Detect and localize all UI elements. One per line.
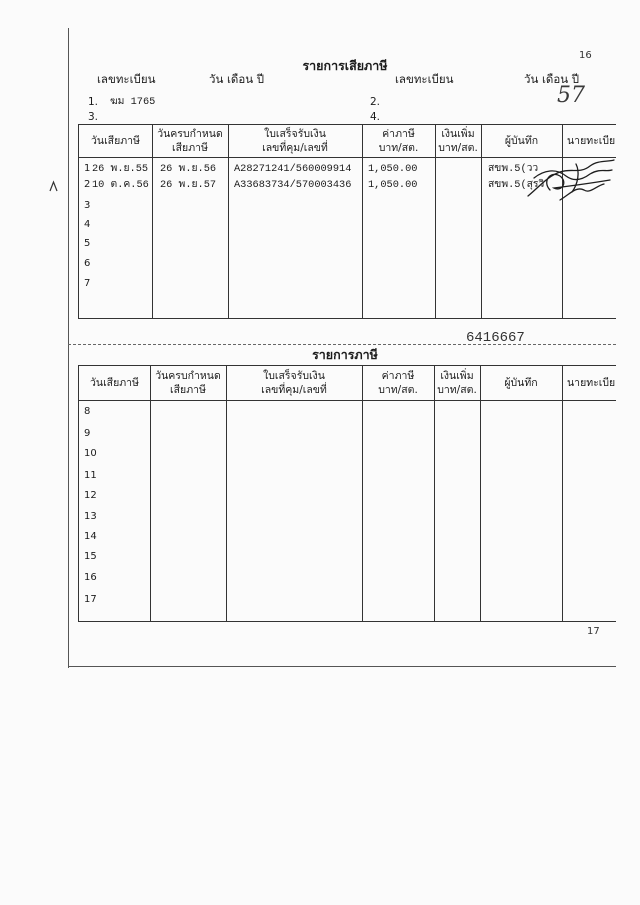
section-title-tax: รายการภาษี bbox=[312, 347, 378, 362]
header-line: วันเสียภาษี bbox=[91, 134, 140, 147]
row-number: 11 bbox=[84, 470, 97, 481]
header-line: ผู้บันทึก bbox=[504, 376, 538, 389]
registration-item-number: 1. bbox=[88, 96, 99, 108]
header-line: วันครบกำหนด bbox=[157, 127, 223, 140]
table-row bbox=[79, 427, 616, 441]
table-row bbox=[79, 447, 616, 461]
header-line: ใบเสร็จรับเงิน bbox=[263, 369, 325, 382]
due-date: 26 พ.ย.56 bbox=[160, 163, 217, 175]
row-number: 1 bbox=[84, 163, 91, 174]
receipt-number: A33683734/570003436 bbox=[234, 179, 352, 191]
row-number: 4 bbox=[84, 219, 91, 230]
header-line: เลขที่คุม/เลขที่ bbox=[262, 142, 328, 154]
header-line: เงินเพิ่ม bbox=[441, 127, 475, 140]
header-tax-amount bbox=[362, 366, 434, 400]
row-number: 9 bbox=[84, 428, 91, 439]
header-line: ผู้บันทึก bbox=[504, 134, 539, 147]
table-row bbox=[79, 510, 616, 524]
cut-off-number bbox=[466, 329, 550, 341]
tax-table bbox=[78, 365, 616, 622]
header-line: เสียภาษี bbox=[172, 142, 208, 154]
row-number: 17 bbox=[84, 594, 97, 605]
row-number: 16 bbox=[84, 572, 97, 583]
receipt-number: A28271241/560009914 bbox=[234, 163, 352, 175]
cut-off-number-text: 6416667 bbox=[466, 330, 525, 341]
table-row bbox=[79, 405, 616, 419]
header-receipt bbox=[226, 366, 362, 400]
header-divider bbox=[79, 400, 616, 401]
row-number: 12 bbox=[84, 490, 97, 501]
header-due-date bbox=[150, 366, 226, 400]
table-row bbox=[79, 237, 616, 251]
header-registrar bbox=[562, 366, 616, 400]
table-row bbox=[79, 593, 616, 607]
row-number: 10 bbox=[84, 448, 97, 459]
header-line: วันเสียภาษี bbox=[90, 376, 139, 389]
header-paid-date bbox=[79, 125, 152, 157]
table-row bbox=[79, 469, 616, 483]
margin-mark bbox=[49, 180, 59, 192]
header-line: นายทะเบีย bbox=[567, 376, 616, 389]
row-number: 5 bbox=[84, 238, 91, 249]
row-number: 14 bbox=[84, 531, 97, 542]
header-registrar bbox=[562, 125, 616, 157]
handwritten-note: 57 bbox=[557, 83, 585, 108]
paid-date: 10 ต.ค.56 bbox=[92, 179, 149, 191]
registration-plate-value: ฆม 1765 bbox=[110, 96, 156, 108]
registration-date-label-right: วัน เดือน ปี bbox=[524, 72, 580, 86]
recorder: สขพ.5(วว bbox=[488, 163, 539, 175]
paid-date: 26 พ.ย.55 bbox=[92, 163, 149, 175]
section-title-tax-paid: รายการเสียภาษี bbox=[302, 58, 388, 73]
table-row bbox=[79, 550, 616, 564]
header-due-date bbox=[152, 125, 228, 157]
header-recorder bbox=[480, 366, 562, 400]
header-line: เสียภาษี bbox=[170, 384, 206, 396]
row-number: 8 bbox=[84, 406, 91, 417]
header-line: บาท/สต. bbox=[438, 142, 478, 154]
header-line: เลขที่คุม/เลขที่ bbox=[261, 384, 327, 396]
tax-paid-table bbox=[78, 124, 616, 319]
registration-plate-label-right: เลขทะเบียน bbox=[395, 72, 454, 86]
registration-item-number: 2. bbox=[370, 96, 381, 108]
table-row bbox=[79, 530, 616, 544]
header-tax-amount bbox=[362, 125, 435, 157]
page-number-bottom: 17 bbox=[587, 626, 600, 637]
header-paid-date bbox=[79, 366, 150, 400]
recorder: สขพ.5(สุรวิ bbox=[488, 179, 545, 191]
table-row bbox=[79, 571, 616, 585]
header-line: ใบเสร็จรับเงิน bbox=[264, 127, 326, 140]
table-row bbox=[79, 218, 616, 232]
row-number: 2 bbox=[84, 179, 91, 190]
header-line: บาท/สต. bbox=[378, 384, 418, 396]
header-line: วันครบกำหนด bbox=[155, 369, 221, 382]
header-line: ค่าภาษี bbox=[382, 127, 415, 140]
registration-plate-label-left: เลขทะเบียน bbox=[97, 72, 156, 86]
page-frame-left bbox=[68, 28, 69, 668]
page-number-top: 16 bbox=[579, 50, 592, 61]
tax-amount: 1,050.00 bbox=[368, 179, 418, 191]
table-row bbox=[79, 277, 616, 291]
registrar-signature bbox=[520, 156, 616, 206]
header-recorder bbox=[481, 125, 562, 157]
header-surcharge bbox=[434, 366, 480, 400]
due-date: 26 พ.ย.57 bbox=[160, 179, 217, 191]
registration-date-label-left: วัน เดือน ปี bbox=[209, 72, 265, 86]
row-number: 7 bbox=[84, 278, 91, 289]
section-separator bbox=[68, 344, 616, 345]
table-row bbox=[79, 489, 616, 503]
header-line: เงินเพิ่ม bbox=[440, 369, 474, 382]
row-number: 13 bbox=[84, 511, 97, 522]
row-number: 3 bbox=[84, 200, 91, 211]
page-frame-bottom bbox=[68, 666, 616, 667]
header-line: บาท/สต. bbox=[437, 384, 477, 396]
registration-item-number: 4. bbox=[370, 111, 381, 123]
header-line: นายทะเบีย bbox=[567, 134, 616, 147]
header-receipt bbox=[228, 125, 362, 157]
header-line: บาท/สต. bbox=[378, 142, 419, 154]
tax-amount: 1,050.00 bbox=[368, 163, 418, 175]
header-surcharge bbox=[435, 125, 481, 157]
row-number: 6 bbox=[84, 258, 91, 269]
table-row bbox=[79, 257, 616, 271]
row-number: 15 bbox=[84, 551, 97, 562]
registration-item-number: 3. bbox=[88, 111, 99, 123]
header-line: ค่าภาษี bbox=[381, 369, 415, 382]
